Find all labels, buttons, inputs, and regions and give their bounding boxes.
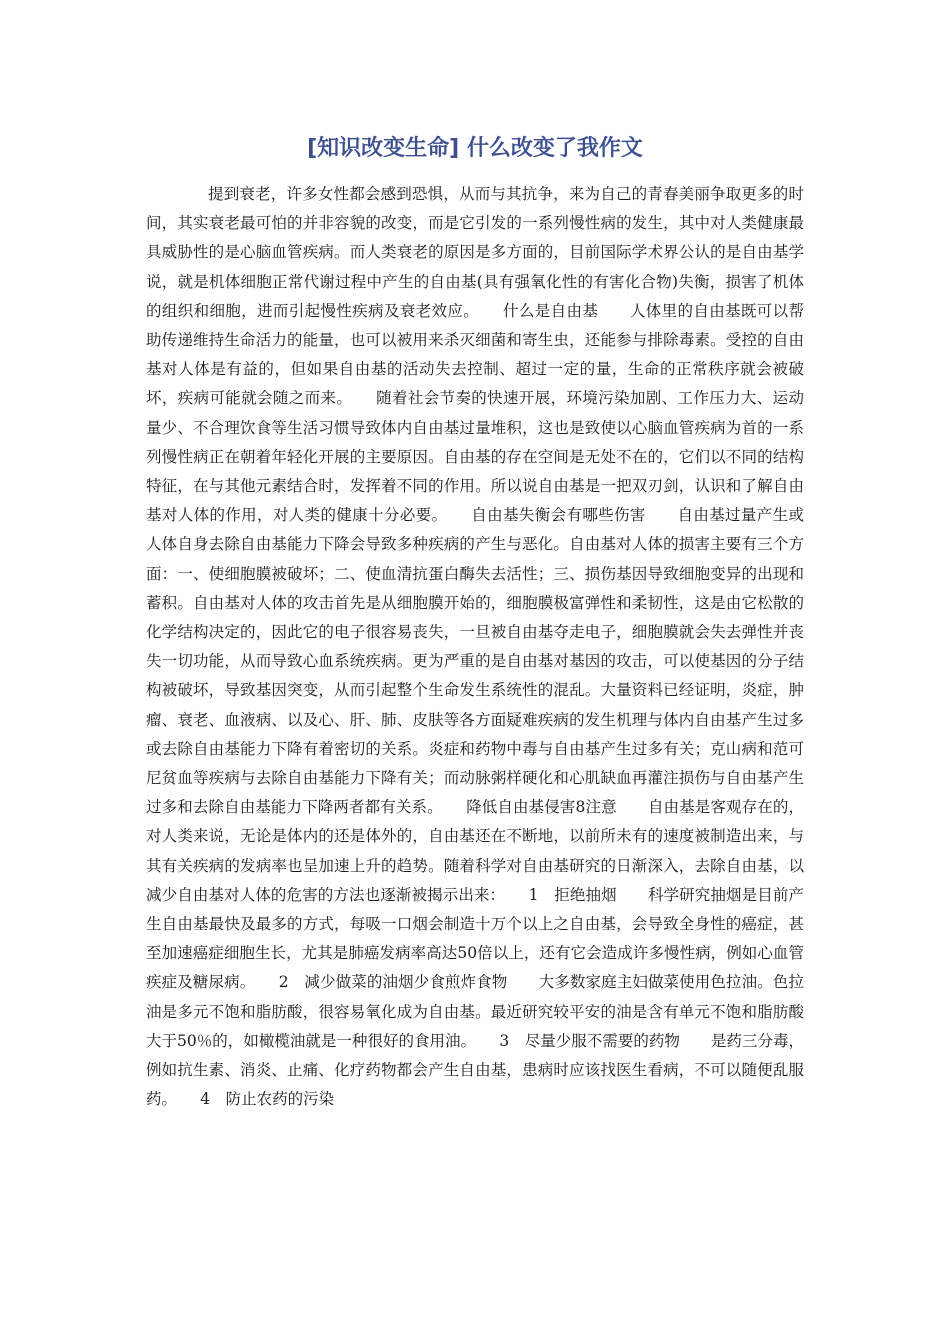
document-title: [知识改变生命] 什么改变了我作文 <box>307 136 643 161</box>
document-body-text: 提到衰老，许多女性都会感到恐惧，从而与其抗争，来为自己的青春美丽争取更多的时间，其实衰老最可怕的并非容貌的改变，而是它引发的一系列慢性病的发生，其中对人类健康最具威胁性的是心脑血管疾病。而人类衰老的原因是多方面的，目前国际学术界公认的是自由基学说，就是机体细胞正常代谢过程中产生的自由基(具有强氧化性的有害化合物)失衡，损害了机体的组织和细胞，进而引起慢性疾病及衰老效应。 什么是自由基 人体里的自由基既可以帮助传递维持生命活力的能量，也可以被用来杀灭细菌和寄生虫，还能参与排除毒素。受控的自由基对人体是有益的，但如果自由基的活动失去控制、超过一定的量，生命的正常秩序就会被破坏，疾病可能就会随之而来。 随着社会节奏的快速开展，环境污染加剧、工作压力大、运动量少、不合理饮食等生活习惯导致体内自由基过量堆积，这也是致使以心脑血管疾病为首的一系列慢性病正在朝着年轻化开展的主要原因。自由基的存在空间是无处不在的，它们以不同的结构特征，在与其他元素结合时，发挥着不同的作用。所以说自由基是一把双刃剑，认识和了解自由基对人体的作用，对人类的健康十分必要。 自由基失衡会有哪些伤害 自由基过量产生或人体自身去除自由基能力下降会导致多种疾病的产生与恶化。自由基对人体的损害主要有三个方面：一、使细胞膜被破坏；二、使血清抗蛋白酶失去活性；三、损伤基因导致细胞变异的出现和蓄积。自由基对人体的攻击首先是从细胞膜开始的，细胞膜极富弹性和柔韧性，这是由它松散的化学结构决定的，因此它的电子很容易丧失，一旦被自由基夺走电子，细胞膜就会失去弹性并丧失一切功能，从而导致心血系统疾病。更为严重的是自由基对基因的攻击，可以使基因的分子结构被破坏，导致基因突变，从而引起整个生命发生系统性的混乱。大量资料已经证明，炎症，肿瘤、衰老、血液病、以及心、肝、肺、皮肤等各方面疑难疾病的发生机理与体内自由基产生过多或去除自由基能力下降有着密切的关系。炎症和药物中毒与自由基产生过多有关；克山病和范可尼贫血等疾病与去除自由基能力下降有关；而动脉粥样硬化和心肌缺血再灌注损伤与自由基产生过多和去除自由基能力下降两者都有关系。 降低自由基侵害8注意 自由基是客观存在的，对人类来说，无论是体内的还是体外的，自由基还在不断地，以前所未有的速度被制造出来，与其有关疾病的发病率也呈加速上升的趋势。随着科学对自由基研究的日渐深入，去除自由基，以减少自由基对人体的危害的方法也逐渐被揭示出来： 1 拒绝抽烟 科学研究抽烟是目前产生自由基最快及最多的方式，每吸一口烟会制造十万个以上之自由基，会导致全身性的癌症，甚至加速癌症细胞生长，尤其是肺癌发病率高达50倍以上，还有它会造成许多慢性病，例如心血管疾症及糖尿病。 2 减少做菜的油烟少食煎炸食物 大多数家庭主妇做菜使用色拉油。色拉油是多元不饱和脂肪酸，很容易氧化成为自由基。最近研究较平安的油是含有单元不饱和脂肪酸大于50％的，如橄榄油就是一种很好的食用油。 3 尽量少服不需要的药物 是药三分毒，例如抗生素、消炎、止痛、化疗药物都会产生自由基，患病时应该找医生看病，不可以随便乱服药。 4 防止农药的污染 <box>146 185 804 1109</box>
